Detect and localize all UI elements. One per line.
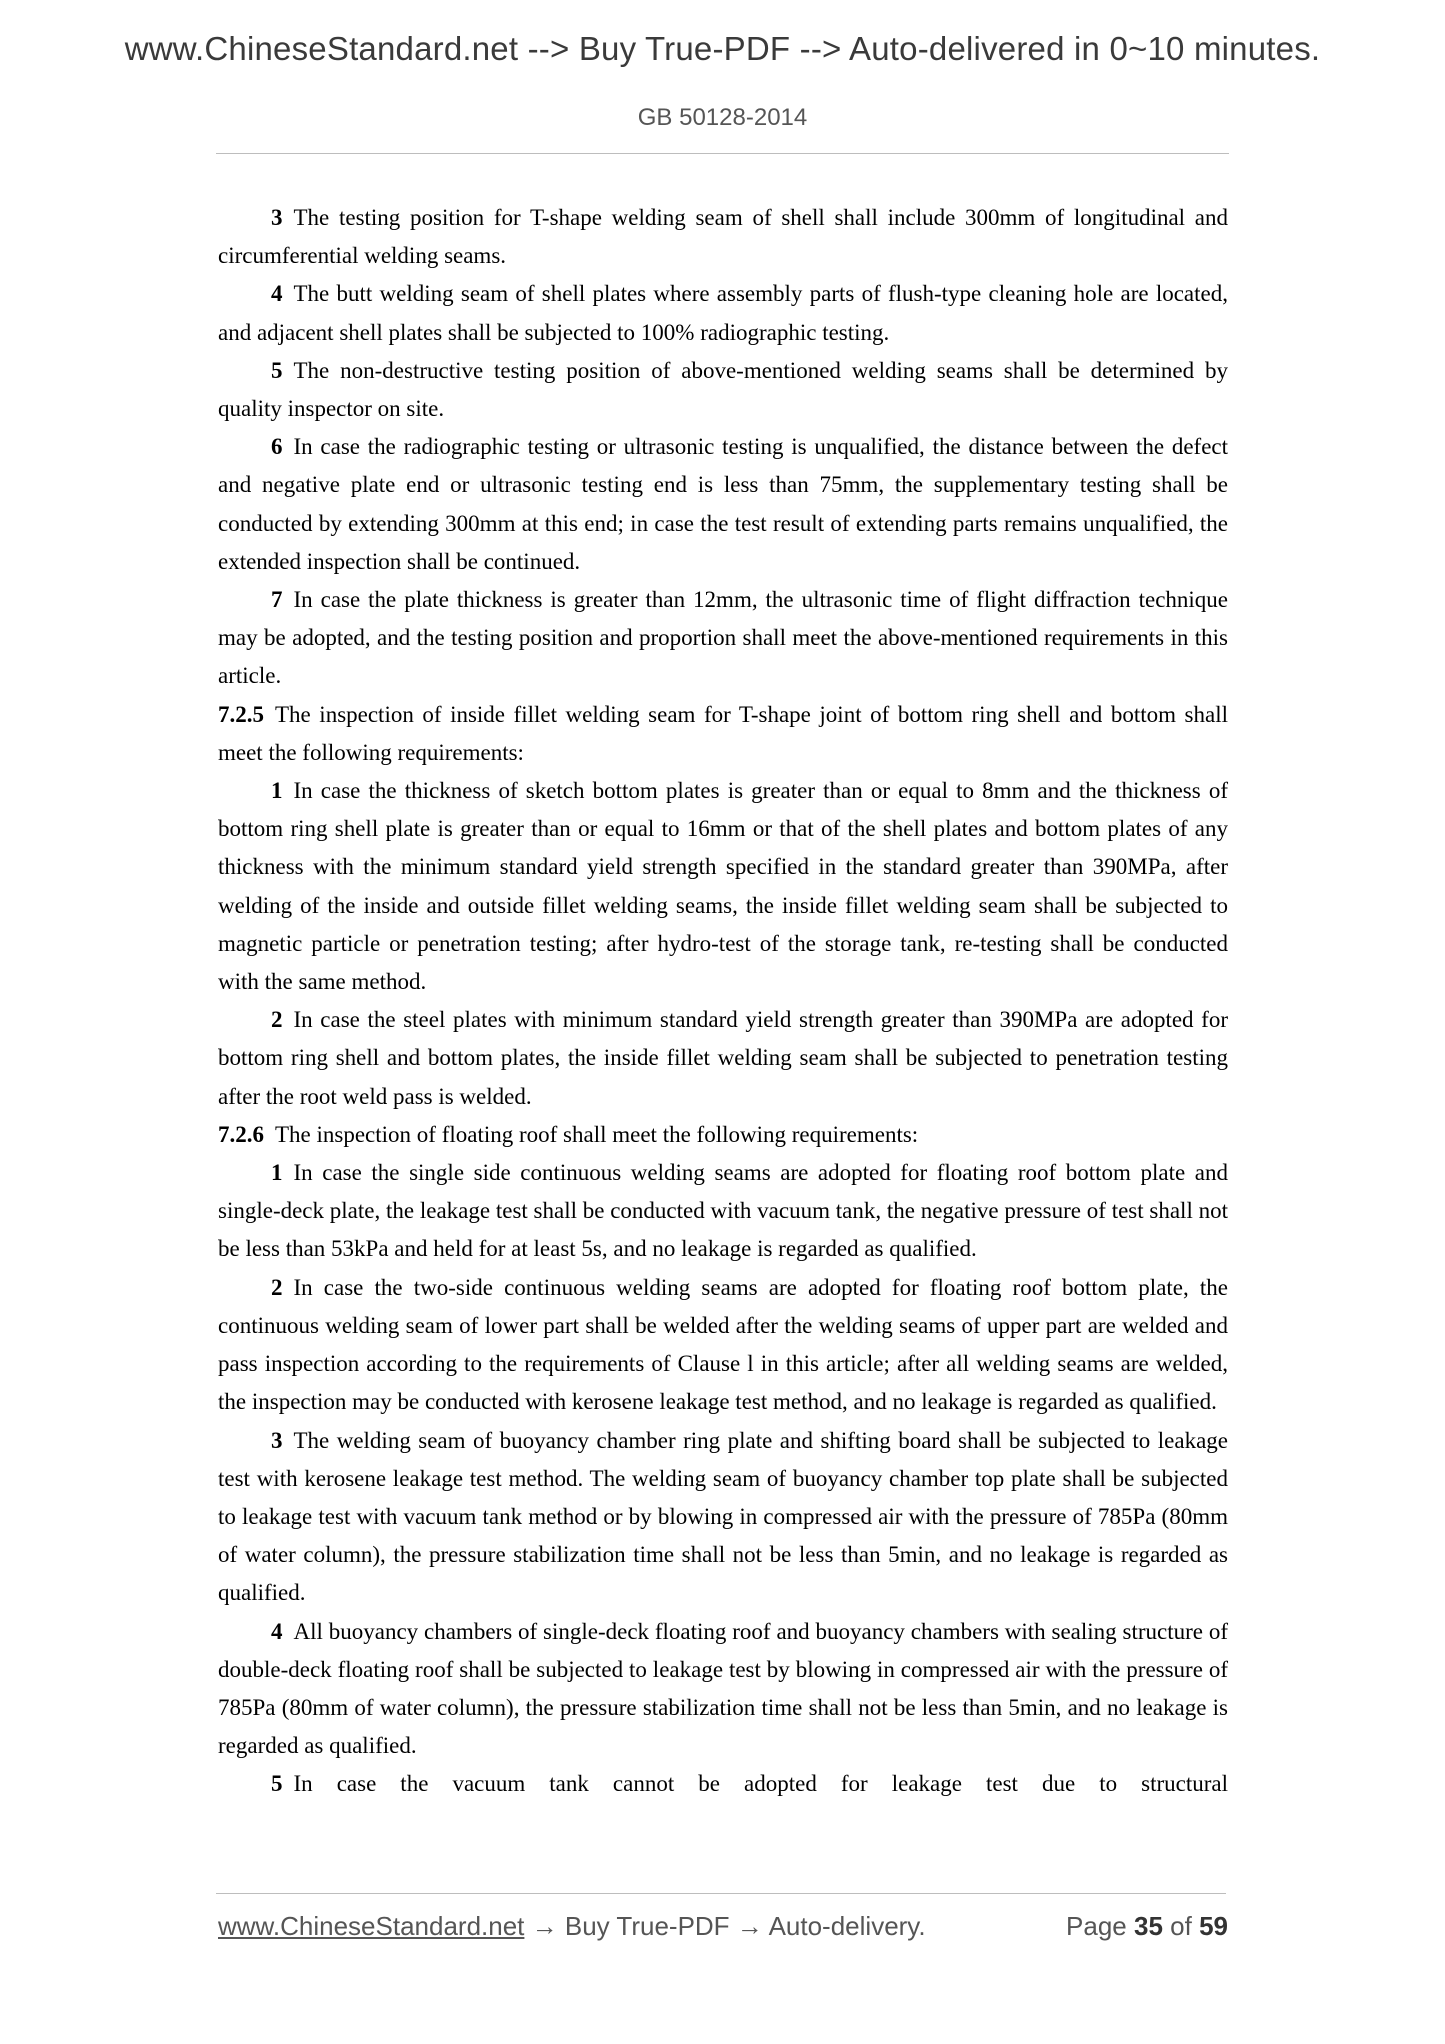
- list-item: [218, 1613, 1228, 1766]
- header-divider: [216, 153, 1229, 154]
- item-number: 2: [271, 1007, 283, 1033]
- list-item: [218, 772, 1228, 1001]
- item-number: 2: [271, 1274, 283, 1300]
- item-number: 1: [271, 1160, 283, 1186]
- item-number: 3: [271, 1427, 283, 1453]
- document-id: GB 50128-2014: [637, 104, 808, 131]
- item-text: The testing position for T-shape welding seam of shell shall include 300mm of longitudinal and circumferential welding seams.: [218, 205, 1228, 269]
- page-indicator: [1066, 1911, 1228, 1942]
- item-text: The non-destructive testing position of above-mentioned welding seams shall be determined by quality inspector on site.: [218, 357, 1228, 422]
- item-text: The welding seam of buoyancy chamber ring plate and shifting board shall be subjected to leakage test with kerosene leakage test method. The welding seam of buoyancy chamber top plate shall be subjected to leakage test with vacuum tank method or by blowing in compressed air with the pressure of 785Pa (80mm of water column), the pressure stabilization time shall not be less than 5min, and no leakage is regarded as qualified.: [218, 1427, 1228, 1606]
- list-item: [218, 1422, 1228, 1613]
- item-number: 5: [271, 1771, 283, 1797]
- list-item: [218, 1765, 1228, 1803]
- list-item: [218, 581, 1228, 696]
- current-page-number: 35: [1134, 1911, 1163, 1941]
- list-item: [218, 275, 1228, 351]
- page-label: Page: [1066, 1911, 1127, 1941]
- clause-heading: [218, 1116, 1228, 1154]
- list-item: [218, 428, 1228, 581]
- clause-number: 7.2.5: [218, 701, 264, 727]
- item-number: 4: [271, 1618, 283, 1644]
- item-text: In case the plate thickness is greater than 12mm, the ultrasonic time of flight diffraction technique may be adopted, and the testing position and proportion shall meet the above-mentioned requirements in this article.: [218, 587, 1228, 689]
- clause-heading: [218, 696, 1228, 772]
- list-item: [218, 1001, 1228, 1116]
- item-text: In case the vacuum tank cannot be adopted for leakage test due to structural: [293, 1771, 1228, 1797]
- total-pages-number: 59: [1199, 1911, 1228, 1941]
- site-link[interactable]: www.ChineseStandard.net: [218, 1911, 525, 1941]
- item-text: In case the single side continuous welding seams are adopted for floating roof bottom plate and single-deck plate, the leakage test shall be conducted with vacuum tank, the negative pressure of test shall not be less than 53kPa and held for at least 5s, and no leakage is regarded as qualified.: [218, 1160, 1228, 1262]
- list-item: [218, 1269, 1228, 1422]
- clause-text: The inspection of inside fillet welding seam for T-shape joint of bottom ring shell and bottom shall meet the following requirements:: [218, 701, 1228, 765]
- site-banner: www.ChineseStandard.net --> Buy True-PDF --> Auto-delivered in 0~10 minutes.: [124, 30, 1321, 67]
- list-item: [218, 199, 1228, 275]
- footer-promo: [218, 1911, 926, 1942]
- item-text: In case the radiographic testing or ultrasonic testing is unqualified, the distance between the defect and negative plate end or ultrasonic testing end is less than 75mm, the supplementary testing shall be conducted by extending 300mm at this end; in case the test result of extending parts remains unqualified, the extended inspection shall be continued.: [218, 434, 1228, 574]
- footer-promo-text: → Buy True-PDF → Auto-delivery.: [524, 1911, 926, 1941]
- item-text: In case the thickness of sketch bottom plates is greater than or equal to 8mm and the thickness of bottom ring shell plate is greater than or equal to 16mm or that of the shell plates and bottom plates of any thickness with the minimum standard yield strength specified in the standard greater than 390MPa, after welding of the inside and outside fillet welding seams, the inside fillet welding seam shall be subjected to magnetic particle or penetration testing; after hydro-test of the storage tank, re-testing shall be conducted with the same method.: [218, 778, 1228, 995]
- item-number: 3: [271, 205, 283, 230]
- item-number: 1: [271, 778, 283, 804]
- list-item: [218, 1154, 1228, 1269]
- item-text: In case the two-side continuous welding seams are adopted for floating roof bottom plate, the continuous welding seam of lower part shall be welded after the welding seams of upper part are welded and pass inspection according to the requirements of Clause l in this article; after all welding seams are welded, the inspection may be conducted with kerosene leakage test method, and no leakage is regarded as qualified.: [218, 1274, 1228, 1415]
- item-text: The butt welding seam of shell plates where assembly parts of flush-type cleaning hole are located, and adjacent shell plates shall be subjected to 100% radiographic testing.: [218, 281, 1228, 345]
- item-number: 6: [271, 434, 283, 460]
- clause-text: The inspection of floating roof shall meet the following requirements:: [275, 1121, 919, 1147]
- clause-number: 7.2.6: [218, 1121, 264, 1147]
- list-item: [218, 352, 1228, 428]
- of-label: of: [1170, 1911, 1192, 1941]
- item-number: 7: [271, 587, 283, 613]
- footer-divider: [216, 1893, 1226, 1894]
- item-text: All buoyancy chambers of single-deck floating roof and buoyancy chambers with sealing structure of double-deck floating roof shall be subjected to leakage test by blowing in compressed air with the pressure of 785Pa (80mm of water column), the pressure stabilization time shall not be less than 5min, and no leakage is regarded as qualified.: [218, 1618, 1228, 1759]
- document-body: [218, 199, 1228, 1804]
- item-number: 4: [271, 281, 283, 307]
- item-text: In case the steel plates with minimum standard yield strength greater than 390MPa are adopted for bottom ring shell and bottom plates, the inside fillet welding seam shall be subjected to penetration testing after the root weld pass is welded.: [218, 1007, 1228, 1109]
- item-number: 5: [271, 357, 283, 383]
